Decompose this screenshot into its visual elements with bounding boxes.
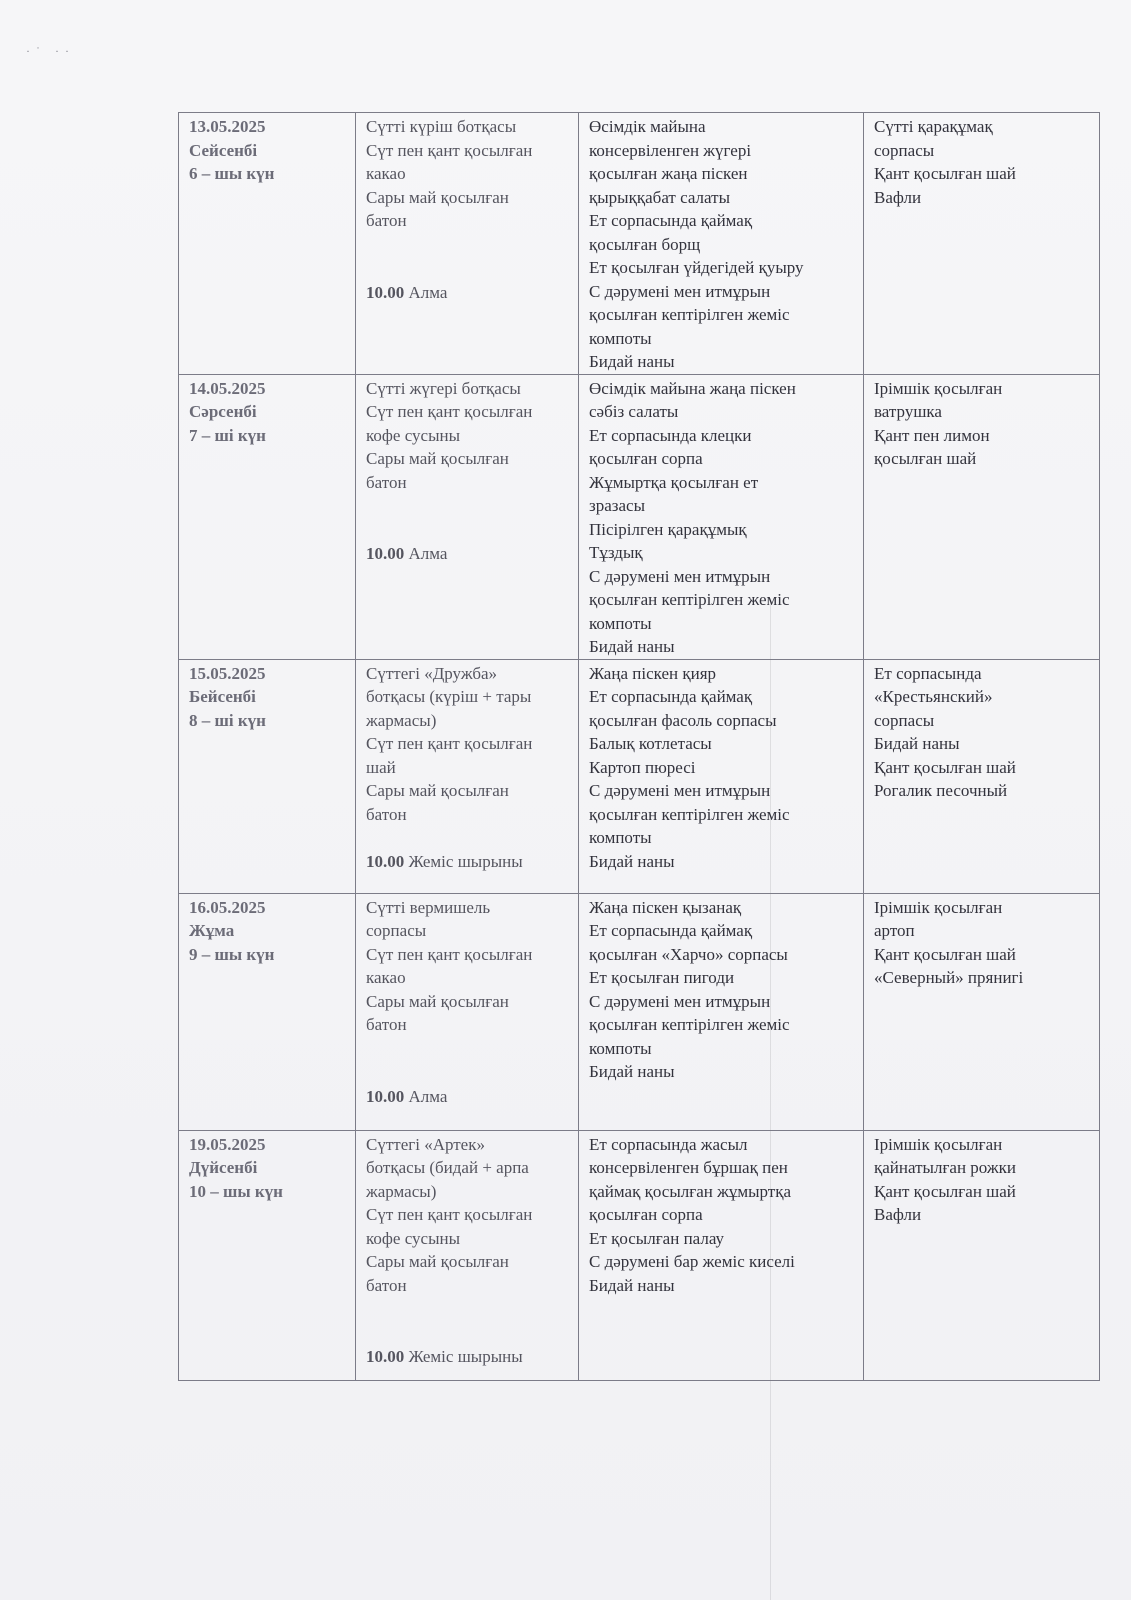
lunch-item: Ет сорпасында қаймақ (589, 921, 753, 940)
weekday: Сейсенбі (189, 140, 258, 160)
date: 14.05.2025 (189, 378, 266, 398)
afternoon-item: Қант қосылған шай (874, 1181, 1016, 1201)
second-breakfast (366, 850, 569, 874)
lunch-item: Жаңа піскен қияр (589, 663, 717, 683)
breakfast-item: кофе сусыны (366, 1228, 461, 1248)
lunch-cell (579, 1130, 864, 1380)
breakfast-cell (356, 374, 579, 659)
menu-row (179, 374, 1100, 659)
day-number: 8 – ші күн (189, 710, 266, 730)
breakfast-item: Сары май қосылған (366, 781, 509, 800)
menu-row (179, 113, 1100, 375)
afternoon-item: Ірімшік қосылған (874, 897, 1003, 917)
day-number: 6 – шы күн (189, 164, 275, 183)
afternoon-snack-cell (864, 893, 1100, 1130)
breakfast-item: батон (366, 1275, 407, 1295)
lunch-item: қосылған кептірілген жеміс (589, 305, 790, 324)
lunch-item: қосылған сорпа (589, 1205, 703, 1224)
breakfast-cell (356, 113, 579, 375)
lunch-item: сәбіз салаты (589, 402, 679, 421)
afternoon-item: Сүтті қарақұмақ (874, 117, 993, 136)
lunch-item: С дәрумені мен итмұрын (589, 566, 771, 586)
afternoon-item: қосылған шай (874, 449, 977, 468)
breakfast-item: сорпасы (366, 921, 427, 940)
lunch-item: консервіленген бұршақ пен (589, 1158, 788, 1177)
breakfast-item: Сүт пен қант қосылған (366, 402, 533, 421)
breakfast-item: Сүт пен қант қосылған (366, 944, 533, 964)
lunch-cell (579, 659, 864, 893)
weekday: Жұма (189, 921, 235, 940)
lunch-cell (579, 374, 864, 659)
afternoon-item: артоп (874, 921, 915, 940)
lunch-item: Пісірілген қарақұмық (589, 519, 747, 539)
lunch-item: компоты (589, 613, 652, 633)
lunch-item: Ет сорпасында жасыл (589, 1134, 748, 1154)
afternoon-snack-cell (864, 659, 1100, 893)
snack-item: Алма (408, 544, 448, 563)
lunch-item: Бидай наны (589, 637, 675, 656)
lunch-item: қосылған кептірілген жеміс (589, 1015, 790, 1034)
second-breakfast (366, 281, 569, 305)
snack-item: Алма (408, 282, 448, 302)
afternoon-item: сорпасы (874, 140, 935, 160)
day-cell (179, 893, 356, 1130)
lunch-item: С дәрумені мен итмұрын (589, 281, 771, 301)
second-breakfast (366, 1345, 569, 1369)
date: 19.05.2025 (189, 1134, 266, 1154)
lunch-item: қосылған жаңа піскен (589, 164, 748, 183)
lunch-item: Тұздық (589, 543, 643, 562)
day-number: 10 – шы күн (189, 1181, 283, 1201)
afternoon-item: «Крестьянский» (874, 687, 993, 706)
menu-row (179, 1130, 1100, 1380)
lunch-item: С дәрумені мен итмұрын (589, 781, 771, 800)
weekday: Бейсенбі (189, 687, 256, 706)
scan-marks: ·˙ ·· (26, 44, 75, 58)
breakfast-item: жармасы) (366, 1181, 437, 1201)
second-breakfast (366, 1085, 569, 1109)
lunch-item: С дәрумені бар жеміс киселі (589, 1252, 795, 1271)
afternoon-snack-cell (864, 1130, 1100, 1380)
breakfast-cell (356, 1130, 579, 1380)
menu-table (178, 112, 1100, 1381)
snack-time: 10.00 (366, 544, 405, 563)
breakfast-item: Сүтті вермишель (366, 897, 491, 917)
lunch-item: Балық котлетасы (589, 734, 712, 753)
lunch-item: Ет сорпасында клецки (589, 425, 752, 445)
breakfast-item: батон (366, 211, 407, 230)
afternoon-item: Ірімшік қосылған (874, 378, 1003, 398)
weekday: Сәрсенбі (189, 402, 257, 421)
lunch-item: Ет қосылған үйдегідей қуыру (589, 258, 804, 277)
lunch-item: компоты (589, 328, 652, 348)
lunch-item: Өсімдік майына жаңа піскен (589, 378, 796, 398)
afternoon-item: Вафли (874, 187, 922, 207)
breakfast-item: жармасы) (366, 710, 437, 730)
lunch-item: Жұмыртқа қосылған ет (589, 472, 759, 492)
lunch-item: қосылған сорпа (589, 449, 703, 468)
lunch-item: Өсімдік майына (589, 117, 706, 136)
day-number: 9 – шы күн (189, 944, 275, 964)
breakfast-item: Сары май қосылған (366, 1252, 509, 1271)
day-cell (179, 1130, 356, 1380)
afternoon-item: Ет сорпасында (874, 663, 982, 683)
day-number: 7 – ші күн (189, 425, 266, 445)
breakfast-item: Сүттегі «Артек» (366, 1134, 485, 1154)
afternoon-item: Қант қосылған шай (874, 944, 1016, 964)
breakfast-item: ботқасы (бидай + арпа (366, 1158, 529, 1177)
lunch-item: қосылған кептірілген жеміс (589, 590, 790, 609)
breakfast-item: Сүтті жүгері ботқасы (366, 378, 521, 398)
breakfast-item: ботқасы (күріш + тары (366, 687, 532, 706)
lunch-item: Бидай наны (589, 352, 675, 371)
lunch-item: қырыққабат салаты (589, 187, 730, 207)
afternoon-item: «Северный» прянигі (874, 968, 1024, 987)
lunch-item: зразасы (589, 496, 645, 515)
breakfast-item: Сүт пен қант қосылған (366, 734, 533, 753)
lunch-item: Ет сорпасында қаймақ (589, 211, 753, 230)
lunch-item: консервіленген жүгері (589, 140, 752, 160)
breakfast-item: Сүт пен қант қосылған (366, 1205, 533, 1224)
lunch-item: компоты (589, 828, 652, 847)
lunch-item: қаймақ қосылған жұмыртқа (589, 1181, 792, 1201)
breakfast-item: батон (366, 1015, 407, 1034)
lunch-item: компоты (589, 1038, 652, 1058)
afternoon-snack-cell (864, 374, 1100, 659)
afternoon-snack-cell (864, 113, 1100, 375)
snack-time: 10.00 (366, 852, 405, 871)
breakfast-item: батон (366, 804, 407, 824)
lunch-item: қосылған борщ (589, 234, 701, 254)
lunch-cell (579, 893, 864, 1130)
snack-item: Жеміс шырыны (408, 1347, 523, 1366)
date: 16.05.2025 (189, 897, 266, 917)
snack-time: 10.00 (366, 1086, 405, 1106)
lunch-item: Картоп пюресі (589, 757, 696, 777)
afternoon-item: сорпасы (874, 710, 935, 730)
second-breakfast (366, 542, 569, 566)
breakfast-item: какао (366, 164, 406, 183)
snack-item: Алма (408, 1086, 448, 1106)
day-cell (179, 374, 356, 659)
menu-row (179, 893, 1100, 1130)
lunch-item: қосылған «Харчо» сорпасы (589, 944, 788, 964)
afternoon-item: Қант пен лимон (874, 425, 990, 445)
afternoon-item: қайнатылған рожки (874, 1158, 1016, 1177)
afternoon-item: Рогалик песочный (874, 781, 1008, 800)
breakfast-item: Сары май қосылған (366, 449, 509, 468)
day-cell (179, 659, 356, 893)
date: 15.05.2025 (189, 663, 266, 683)
breakfast-item: какао (366, 968, 406, 987)
breakfast-item: Сүт пен қант қосылған (366, 140, 533, 160)
date: 13.05.2025 (189, 117, 266, 136)
breakfast-item: шай (366, 757, 396, 777)
breakfast-item: Сүттегі «Дружба» (366, 663, 498, 683)
lunch-item: Бидай наны (589, 851, 675, 871)
lunch-item: Ет қосылған палау (589, 1228, 725, 1248)
day-cell (179, 113, 356, 375)
menu-row (179, 659, 1100, 893)
afternoon-item: Қант қосылған шай (874, 164, 1016, 183)
snack-time: 10.00 (366, 282, 405, 302)
snack-item: Жеміс шырыны (408, 852, 523, 871)
breakfast-item: Сүтті күріш ботқасы (366, 117, 517, 136)
breakfast-cell (356, 659, 579, 893)
lunch-item: Жаңа піскен қызанақ (589, 897, 742, 917)
lunch-item: қосылған фасоль сорпасы (589, 710, 777, 730)
afternoon-item: Қант қосылған шай (874, 757, 1016, 777)
snack-time: 10.00 (366, 1347, 405, 1366)
afternoon-item: Вафли (874, 1205, 922, 1224)
afternoon-item: ватрушка (874, 402, 942, 421)
lunch-item: Ет қосылған пигоди (589, 968, 735, 987)
breakfast-item: кофе сусыны (366, 425, 461, 445)
lunch-item: С дәрумені мен итмұрын (589, 991, 771, 1011)
breakfast-item: Сары май қосылған (366, 187, 509, 207)
lunch-item: Бидай наны (589, 1062, 675, 1081)
lunch-item: қосылған кептірілген жеміс (589, 804, 790, 824)
breakfast-cell (356, 893, 579, 1130)
breakfast-item: батон (366, 472, 407, 492)
afternoon-item: Ірімшік қосылған (874, 1134, 1003, 1154)
weekday: Дүйсенбі (189, 1158, 258, 1177)
lunch-item: Ет сорпасында қаймақ (589, 687, 753, 706)
breakfast-item: Сары май қосылған (366, 991, 509, 1011)
lunch-item: Бидай наны (589, 1275, 675, 1295)
afternoon-item: Бидай наны (874, 734, 960, 753)
lunch-cell (579, 113, 864, 375)
